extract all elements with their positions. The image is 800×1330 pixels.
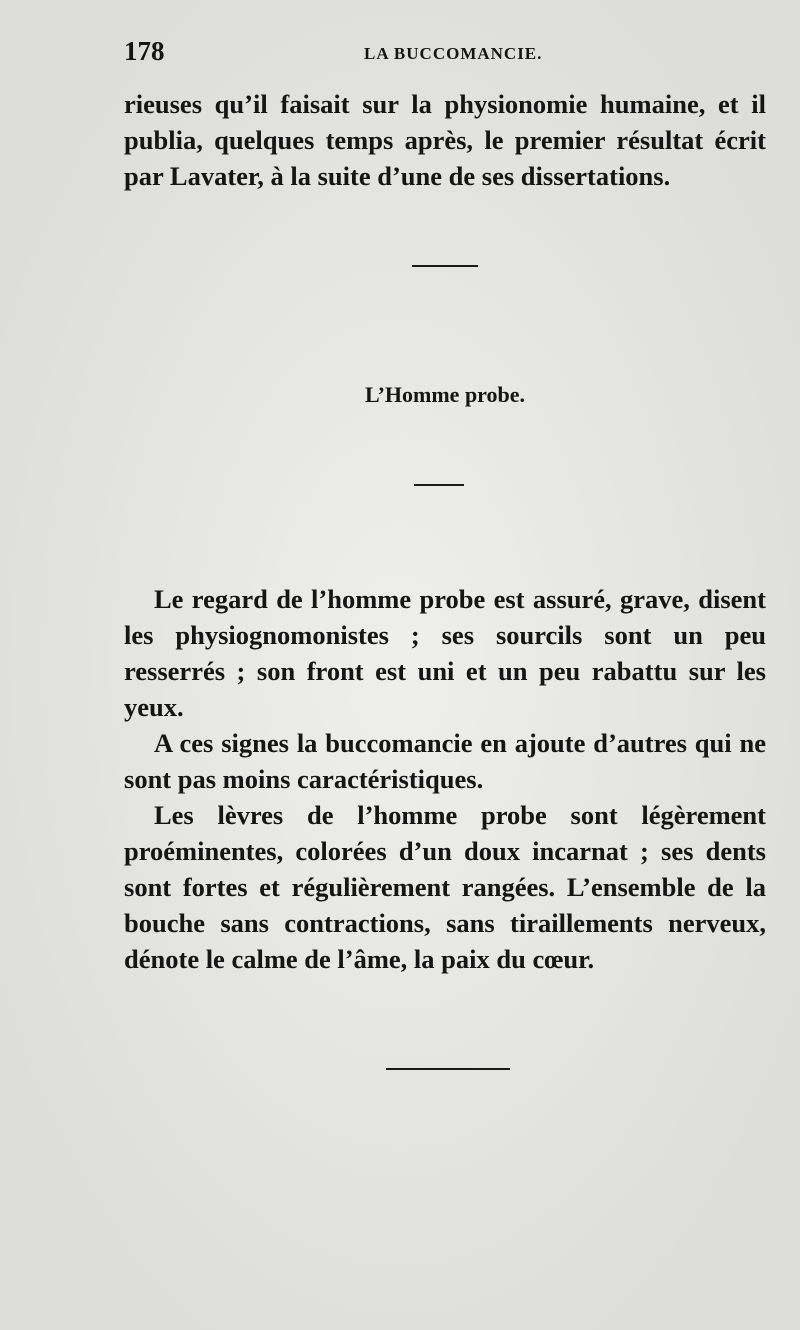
section-title: L’Homme probe. <box>364 382 526 407</box>
section-divider-bottom <box>386 1068 510 1070</box>
page-header <box>124 36 764 68</box>
intro-paragraph: rieuses qu’il faisait sur la physionomie humaine, et il publia, quelques temps après, le premier résultat écrit par Lavater, à la suite d’une de ses dissertations. <box>124 89 766 191</box>
paragraph-1: Le regard de l’homme probe est assuré, grave, disent les physiognomonistes ; ses sourcils sont un peu resserrés ; son front est uni et un peu rabattu sur les yeux. <box>124 584 766 722</box>
paragraph-2: A ces signes la buccomancie en ajoute d’autres qui ne sont pas moins caractéristiques. <box>124 728 766 794</box>
running-title: LA BUCCOMANCIE. <box>364 44 543 63</box>
body-text <box>124 581 766 977</box>
intro-paragraph-block <box>124 86 766 194</box>
section-divider-top <box>412 265 478 267</box>
page-number: 178 <box>124 36 165 66</box>
paragraph-3: Les lèvres de l’homme probe sont légèrement proéminentes, colorées d’un doux incarnat ; ses dents sont fortes et régulièrement rangées. L’ensemble de la bouche sans contractions, sans tiraillements nerveux, dénote le calme de l’âme, la paix du cœur. <box>124 800 766 974</box>
section-divider-middle <box>414 484 464 486</box>
